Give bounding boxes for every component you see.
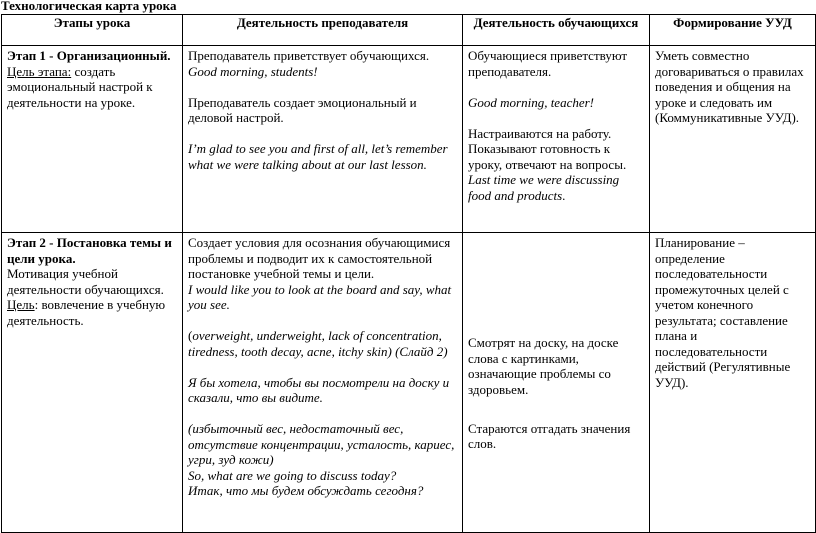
lesson-map-table <box>1 14 816 533</box>
stage-goal <box>7 297 178 328</box>
document-title: Технологическая карта урока <box>1 0 177 13</box>
students-english-period: . <box>562 187 566 203</box>
teacher-english: So, what are we going to discuss today? <box>188 467 397 483</box>
teacher-words <box>188 328 458 359</box>
goal-text: создать эмоциональный настрой к деятельности на уроке. <box>7 63 153 110</box>
teacher-english: Good morning, students! <box>188 63 318 79</box>
students-text: Стараются отгадать значения слов. <box>468 420 631 451</box>
goal-label: Цель этапа: <box>7 63 72 79</box>
stage-cell <box>2 233 183 533</box>
teacher-english: I’m glad to see you and first of all, let’s remember what we were talking about at our last lesson. <box>188 141 448 172</box>
paren-open: ( <box>188 328 193 343</box>
teacher-russian: Я бы хотела, чтобы вы посмотрели на доску и сказали, что вы видите. <box>188 374 450 405</box>
stage-title: Этап 2 - Постановка темы и цели урока. <box>7 235 172 266</box>
students-english <box>468 172 645 203</box>
teacher-russian: Итак, что мы будем обсуждать сегодня? <box>188 483 424 498</box>
teacher-text: Преподаватель создает эмоциональный и деловой настрой. <box>188 94 417 125</box>
words-list: overweight, underweight, lack of concentration, tiredness, tooth decay, acne, itchy skin) (Слайд 2) <box>188 328 448 359</box>
students-english-text: Last time we were discussing food and products <box>468 172 620 203</box>
students-text: Смотрят на доску, на доске слова с картинками, означающие проблемы со здоровьем. <box>468 335 619 397</box>
teacher-cell <box>183 233 463 533</box>
skills-text: Планирование – определение последовательности промежуточных целей с учетом конечного результата; составление плана и последовательности действий (Регулятивные УУД). <box>655 235 791 390</box>
goal-label: Цель <box>7 297 35 312</box>
teacher-text: Преподаватель приветствует обучающихся. <box>188 48 430 63</box>
skills-cell <box>650 233 816 533</box>
students-cell <box>463 233 650 533</box>
students-english: Good morning, teacher! <box>468 94 595 110</box>
stage-cell <box>2 46 183 233</box>
teacher-text: Создает условия для осознания обучающимися проблемы и подводит их к самостоятельной постановке учебной темы и цели. <box>188 235 451 281</box>
students-text: Обучающиеся приветствуют преподавателя. <box>468 48 628 79</box>
students-cell <box>463 46 650 233</box>
header-skills: Формирование УУД <box>650 15 816 46</box>
teacher-cell <box>183 46 463 233</box>
header-teacher: Деятельность преподавателя <box>183 15 463 46</box>
stage-motivation: Мотивация учебной деятельности обучающихся. <box>7 266 164 297</box>
header-students: Деятельность обучающихся <box>463 15 650 46</box>
header-stage: Этапы урока <box>2 15 183 46</box>
header-row <box>2 15 816 46</box>
skills-cell <box>650 46 816 233</box>
teacher-english: I would like you to look at the board and say, what you see. <box>188 281 452 312</box>
teacher-russian: (избыточный вес, недостаточный вес, отсутствие концентрации, усталость, кариес, угри, зуд кожи) <box>188 421 455 467</box>
stage-goal <box>7 64 178 111</box>
students-text: Настраиваются на работу. Показывают готовность к уроку, отвечают на вопросы. <box>468 125 627 172</box>
skills-text: Уметь совместно договариваться о правилах поведения и общения на уроке и следовать им (Коммуникативные УУД). <box>655 48 804 125</box>
table-row <box>2 46 816 233</box>
goal-text: : вовлечение в учебную деятельность. <box>7 297 166 328</box>
stage-title: Этап 1 - Организационный. <box>7 48 171 63</box>
table-row <box>2 233 816 533</box>
